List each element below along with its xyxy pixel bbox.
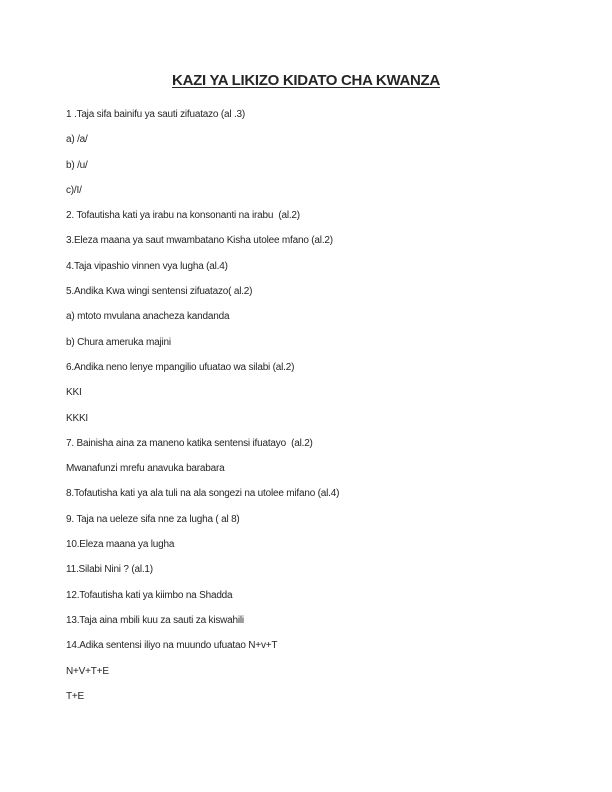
question-3: 3.Eleza maana ya saut mwambatano Kisha utolee mfano (al.2)	[66, 235, 333, 247]
sentence-structure-nvte: N+V+T+E	[66, 665, 109, 677]
question-8: 8.Tofautisha kati ya ala tuli na ala songezi na utolee mifano (al.4)	[66, 488, 340, 500]
question-5: 5.Andika Kwa wingi sentensi zifuatazo( al.2)	[66, 286, 253, 298]
question-5-option-a: a) mtoto mvulana anacheza kandanda	[66, 311, 230, 323]
question-1-option-b: b) /u/	[66, 159, 88, 171]
question-10: 10.Eleza maana ya lugha	[66, 539, 175, 551]
question-1-option-a: a) /a/	[66, 134, 88, 146]
sentence-structure-te: T+E	[66, 690, 85, 702]
question-7: 7. Bainisha aina za maneno katika sentensi ifuatayo (al.2)	[66, 437, 313, 449]
question-7-sentence: Mwanafunzi mrefu anavuka barabara	[66, 463, 225, 475]
syllable-pattern-kki: KKI	[66, 387, 82, 399]
question-1: 1 .Taja sifa bainifu ya sauti zifuatazo (al .3)	[66, 109, 246, 120]
question-13: 13.Taja aina mbili kuu za sauti za kiswahili	[66, 614, 244, 626]
question-2: 2. Tofautisha kati ya irabu na konsonanti na irabu (al.2)	[66, 210, 300, 222]
syllable-pattern-kkki: KKKI	[66, 412, 88, 424]
question-4: 4.Taja vipashio vinnen vya lugha (al.4)	[66, 260, 228, 272]
question-12: 12.Tofautisha kati ya kiimbo na Shadda	[66, 589, 233, 601]
question-6: 6.Andika neno lenye mpangilio ufuatao wa silabi (al.2)	[66, 361, 295, 373]
document-title: KAZI YA LIKIZO KIDATO CHA KWANZA	[172, 72, 440, 89]
question-14: 14.Adika sentensi iliyo na muundo ufuatao N+v+T	[66, 640, 278, 652]
question-9: 9. Taja na ueleze sifa nne za lugha ( al 8)	[66, 513, 240, 525]
question-5-option-b: b) Chura ameruka majini	[66, 336, 171, 348]
question-1-option-c: c)/I/	[66, 184, 82, 196]
question-11: 11.Silabi Nini ? (al.1)	[66, 564, 153, 576]
